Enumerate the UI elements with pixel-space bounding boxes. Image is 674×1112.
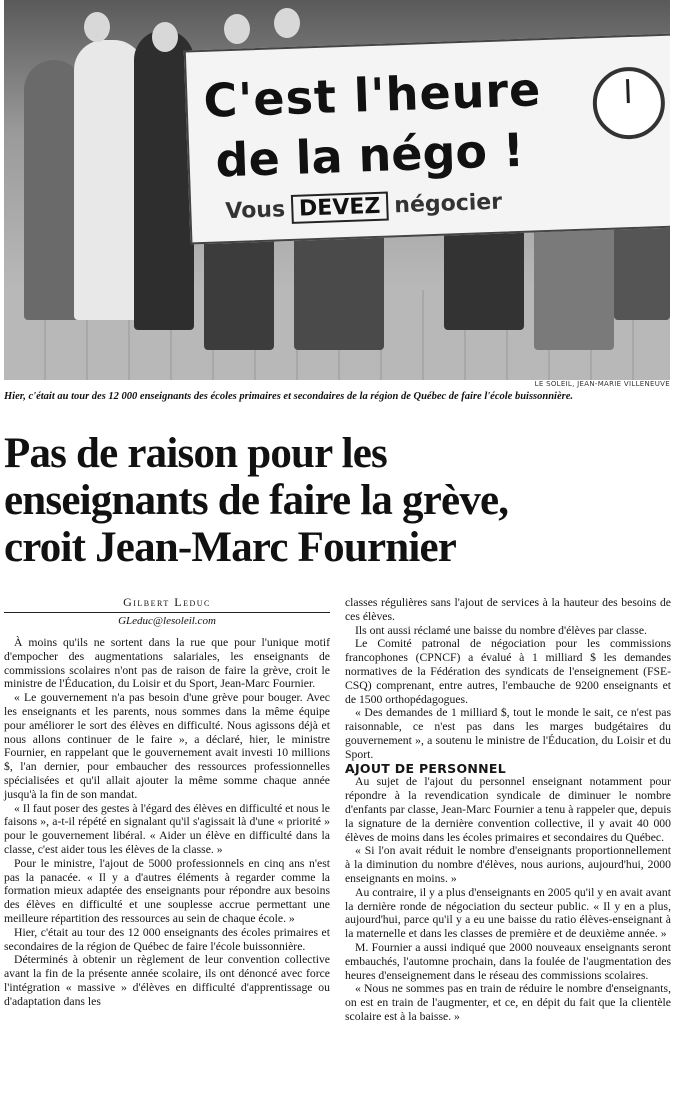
paragraph: Le Comité patronal de négociation pour les commissions francophones (CPNCF) a évalué à 1 milliard $ les demandes normatives de la Fédération des syndicats de l'enseignement (FSE-CSQ) comprenant, entre autres, l'embauche de 9200 enseignants et de 1500 orthopédagogues.: [345, 637, 671, 706]
paragraph: Au sujet de l'ajout du personnel enseignant notamment pour répondre à la revendication syndicale de diminuer le nombre d'enfants par classe, Jean-Marc Fournier a tenu à rappeler que, depuis la signature de la dernière convention collective, il y avait 40 000 élèves de moins dans les écoles primaires et secondaires du Québec.: [345, 775, 671, 844]
banner-line-2: de la négo !: [214, 122, 525, 188]
banner-line-1: C'est l'heure: [202, 62, 543, 128]
headline-line: Pas de raison pour les: [4, 430, 387, 477]
article-column-1: [4, 636, 330, 1009]
paragraph: « Si l'on avait réduit le nombre d'enseignants proportionnellement à la diminution du nombre d'élèves, nous aurions, aujourd'hui, 2000 enseignants en moins. »: [345, 844, 671, 885]
protester-head: [84, 12, 110, 42]
protest-banner: [184, 34, 670, 245]
banner-boxed-word: DEVEZ: [291, 192, 389, 224]
protester-head: [152, 22, 178, 52]
banner-word: Vous: [224, 197, 286, 225]
paragraph: « Il faut poser des gestes à l'égard des élèves en difficulté et nous le faisons », a-t-il répété en signalant qu'il s'agissait là d'une « priorité » pour le gouvernement libéral. « Aider un élève en difficulté dans la classe, c'est aider tous les élèves de la classe. »: [4, 801, 330, 856]
paragraph: Déterminés à obtenir un règlement de leur convention collective avant la fin de la présente année scolaire, ils ont dénoncé avec force l'intégration « massive » d'élèves en difficulté d'apprentissage ou d'adaptation dans les: [4, 953, 330, 1008]
author-email[interactable]: GLeduc@lesoleil.com: [118, 615, 216, 627]
headline-line: croit Jean-Marc Fournier: [4, 524, 457, 571]
protest-photo: [4, 0, 670, 380]
paragraph: Pour le ministre, l'ajout de 5000 professionnels en cinq ans n'est pas la panacée. « Il y a d'autres éléments à regarder comme la formation mieux adaptée des enseignants pour répondre aux besoins des élèves en difficulté et une souplesse accrue permettant une meilleure répartition des ressources au sein de chaque école. »: [4, 856, 330, 925]
byline: [4, 595, 330, 627]
paragraph: classes régulières sans l'ajout de services à la hauteur des besoins de ces élèves.: [345, 596, 671, 623]
byline-rule: [4, 612, 330, 613]
article-column-2: [345, 596, 671, 1024]
banner-word: négocier: [393, 189, 503, 219]
photo-credit: LE SOLEIL, JEAN-MARIE VILLENEUVE: [534, 380, 670, 388]
paragraph: Ils ont aussi réclamé une baisse du nombre d'élèves par classe.: [355, 623, 647, 637]
protester-head: [224, 14, 250, 44]
article-headline: [4, 430, 668, 571]
photo-caption: Hier, c'était au tour des 12 000 enseignants des écoles primaires et secondaires de la région de Québec de faire l'école buissonnière.: [4, 391, 573, 402]
author-name: Gilbert Leduc: [123, 595, 211, 609]
paragraph: « Des demandes de 1 milliard $, tout le monde le sait, ce n'est pas raisonnable, ce n'est pas dans les marges budgétaires du gouvernement », a soutenu le ministre de l'Éducation, du Loisir et du Sport.: [345, 706, 671, 761]
paragraph: « Le gouvernement n'a pas besoin d'une grève pour bouger. Avec les enseignants et les parents, nous sommes dans la même équipe pour améliorer le sort des élèves en difficulté. Nous agissons déjà et nous allons continuer de le faire », a déclaré, hier, le ministre Fournier, en rappelant que le gouvernement avait investi 10 millions $, l'an dernier, pour embaucher des ressources professionnelles spécialisées et qu'il allait ajouter la même somme chaque année jusqu'à la fin de son mandat.: [4, 691, 330, 801]
banner-line-3: [225, 190, 503, 225]
paragraph: « Nous ne sommes pas en train de réduire le nombre d'enseignants, on est en train de l'augmenter, et ce, en dépit du fait que la clientèle scolaire est à la baisse. »: [345, 982, 671, 1023]
headline-line: enseignants de faire la grève,: [4, 477, 509, 524]
paragraph: M. Fournier a aussi indiqué que 2000 nouveaux enseignants seront embauchés, l'automne prochain, dans la foulée de l'augmentation des heures d'enseignement dans le réseau des commissions scolaires.: [345, 940, 671, 982]
clock-icon: [592, 66, 666, 140]
paragraph: À moins qu'ils ne sortent dans la rue que pour l'unique motif d'empocher des augmentations salariales, les enseignants de commissions scolaires n'ont pas de raison de faire la grève, croit le ministre de l'Éducation, du Loisir et du Sport, Jean-Marc Fournier.: [4, 636, 330, 691]
section-subhead: AJOUT DE PERSONNEL: [345, 760, 507, 776]
protester-head: [274, 8, 300, 38]
paragraph: Hier, c'était au tour des 12 000 enseignants des écoles primaires et secondaires de la région de Québec de faire l'école buissonnière.: [4, 925, 330, 953]
paragraph: Au contraire, il y a plus d'enseignants en 2005 qu'il y en avait avant la dernière ronde de négociation du secteur public. « Il y en a plus, aujourd'hui, parce qu'il y a eu une baisse du ratio élèves-enseignant à la maternelle et dans les classes de première et de deuxième année. »: [345, 885, 671, 941]
